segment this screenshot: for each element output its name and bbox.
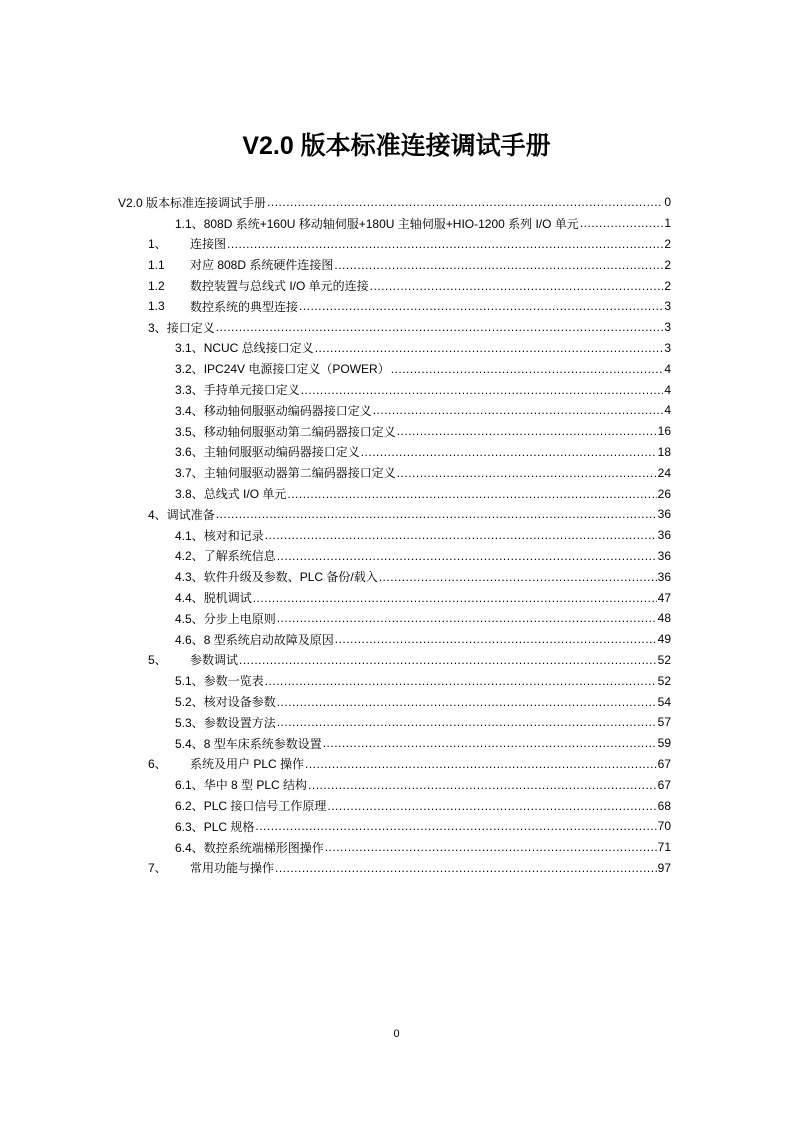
toc-entry-title: 常用功能与操作 bbox=[190, 861, 275, 876]
toc-entry[interactable] bbox=[118, 504, 671, 525]
toc-entry[interactable] bbox=[118, 275, 671, 296]
toc-leader-dots bbox=[277, 549, 657, 563]
toc-entry-number: 1.2 bbox=[148, 278, 165, 293]
toc-entry-page: 57 bbox=[657, 715, 671, 730]
toc-entry[interactable] bbox=[118, 629, 671, 650]
document-title: V2.0 版本标准连接调试手册 bbox=[242, 132, 551, 160]
toc-leader-dots bbox=[580, 216, 664, 230]
toc-leader-dots bbox=[397, 424, 657, 438]
toc-leader-dots bbox=[267, 195, 663, 209]
toc-entry[interactable] bbox=[118, 379, 671, 400]
toc-entry[interactable] bbox=[118, 213, 671, 234]
toc-leader-dots bbox=[335, 632, 657, 646]
toc-entry-number: 6.2、 bbox=[175, 799, 204, 813]
toc-entry[interactable] bbox=[118, 338, 671, 359]
toc-entry-page: 3 bbox=[664, 299, 671, 314]
toc-entry-number: 1.1 bbox=[148, 257, 165, 272]
toc-leader-dots bbox=[277, 715, 657, 729]
toc-entry-number: 3.4、 bbox=[175, 403, 204, 418]
toc-entry-number: 6.3、 bbox=[175, 819, 204, 834]
toc-entry-page: 26 bbox=[657, 486, 671, 501]
toc-entry[interactable] bbox=[118, 795, 671, 816]
toc-entry-number: 5.1、 bbox=[175, 674, 204, 689]
toc-entry-page: 36 bbox=[657, 507, 671, 522]
toc-entry-number: 6.4、 bbox=[175, 840, 204, 855]
toc-leader-dots bbox=[305, 757, 657, 771]
toc-leader-dots bbox=[334, 258, 663, 272]
toc-entry-page: 36 bbox=[657, 528, 671, 543]
toc-entry-page: 71 bbox=[657, 840, 671, 855]
toc-entry-page: 3 bbox=[664, 320, 671, 335]
toc-entry-number: 5.4、 bbox=[175, 736, 204, 751]
toc-entry[interactable] bbox=[118, 546, 671, 567]
toc-entry-title: 8 型车床系统参数设置 bbox=[203, 736, 322, 751]
toc-entry-number: 4、 bbox=[148, 507, 167, 522]
toc-entry-title: 主轴伺服驱动编码器接口定义 bbox=[203, 445, 360, 460]
toc-entry-number: 7、 bbox=[148, 861, 167, 876]
toc-entry-page: 68 bbox=[657, 798, 671, 813]
toc-leader-dots bbox=[325, 840, 657, 854]
toc-entry[interactable] bbox=[118, 483, 671, 504]
toc-entry[interactable] bbox=[118, 358, 671, 379]
toc-entry[interactable] bbox=[118, 816, 671, 837]
toc-entry-page: 2 bbox=[664, 257, 671, 272]
toc-entry[interactable] bbox=[118, 421, 671, 442]
toc-entry-page: 18 bbox=[657, 444, 671, 459]
toc-entry-number: 4.2、 bbox=[175, 549, 204, 564]
toc-entry-title: 脱机调试 bbox=[203, 591, 252, 606]
toc-entry-number: 3.8、 bbox=[175, 487, 204, 502]
toc-entry-title: 对应 808D 系统硬件连接图 bbox=[190, 258, 334, 273]
toc-leader-dots bbox=[227, 237, 663, 251]
toc-entry[interactable] bbox=[118, 587, 671, 608]
table-of-contents bbox=[118, 192, 671, 878]
toc-entry-number: 4.4、 bbox=[175, 591, 204, 606]
toc-entry-title: 8 型系统启动故障及原因 bbox=[203, 632, 334, 647]
toc-entry-title: 总线式 I/O 单元 bbox=[203, 487, 287, 502]
toc-entry-title: 核对和记录 bbox=[203, 528, 264, 543]
page-number: 0 bbox=[393, 1028, 400, 1040]
toc-entry-title: 数控系统端梯形图操作 bbox=[203, 840, 324, 855]
toc-entry-number: 6.1、 bbox=[175, 778, 204, 793]
toc-entry-title: 参数一览表 bbox=[203, 674, 264, 689]
toc-entry-page: 47 bbox=[657, 590, 671, 605]
toc-entry-page: 36 bbox=[657, 548, 671, 563]
toc-entry[interactable] bbox=[118, 234, 671, 255]
toc-entry-number: 3.7、 bbox=[175, 466, 204, 481]
toc-leader-dots bbox=[327, 799, 656, 813]
toc-entry-title: 华中 8 型 PLC 结构 bbox=[203, 778, 308, 793]
toc-entry-number: 1、 bbox=[148, 237, 167, 252]
toc-entry-number: 3、 bbox=[148, 320, 167, 335]
toc-entry[interactable] bbox=[118, 733, 671, 754]
toc-entry-number: 4.6、 bbox=[175, 632, 204, 647]
toc-entry-page: 59 bbox=[657, 736, 671, 751]
toc-entry-title: 软件升级及参数、PLC 备份/载入 bbox=[203, 570, 378, 585]
toc-entry-title: NCUC 总线接口定义 bbox=[203, 341, 314, 356]
toc-entry-page: 3 bbox=[664, 340, 671, 355]
toc-entry-number: 5.3、 bbox=[175, 715, 204, 730]
toc-leader-dots bbox=[287, 487, 656, 501]
toc-entry-page: 52 bbox=[657, 652, 671, 667]
toc-entry[interactable] bbox=[118, 754, 671, 775]
toc-leader-dots bbox=[253, 591, 657, 605]
toc-leader-dots bbox=[301, 383, 664, 397]
toc-leader-dots bbox=[275, 861, 657, 875]
toc-entry-page: 24 bbox=[657, 465, 671, 480]
toc-leader-dots bbox=[370, 279, 664, 293]
toc-leader-dots bbox=[265, 674, 657, 688]
toc-entry-page: 1 bbox=[664, 216, 671, 231]
toc-entry-title: V2.0 版本标准连接调试手册 bbox=[118, 195, 267, 210]
toc-entry-page: 4 bbox=[664, 382, 671, 397]
toc-entry-page: 70 bbox=[657, 819, 671, 834]
toc-entry-page: 67 bbox=[657, 756, 671, 771]
toc-entry-page: 4 bbox=[664, 361, 671, 376]
toc-entry-page: 36 bbox=[657, 569, 671, 584]
toc-leader-dots bbox=[255, 819, 656, 833]
toc-leader-dots bbox=[216, 507, 657, 521]
toc-entry-number: 5、 bbox=[148, 653, 167, 668]
toc-entry-page: 97 bbox=[657, 860, 671, 875]
toc-entry[interactable] bbox=[118, 670, 671, 691]
toc-entry-title: IPC24V 电源接口定义（POWER） bbox=[203, 362, 390, 377]
toc-leader-dots bbox=[379, 570, 657, 584]
toc-entry-number: 3.3、 bbox=[175, 383, 204, 398]
toc-entry[interactable] bbox=[118, 400, 671, 421]
toc-leader-dots bbox=[397, 466, 657, 480]
toc-entry[interactable] bbox=[118, 462, 671, 483]
toc-entry-title: 核对设备参数 bbox=[203, 695, 276, 710]
toc-entry-title: 手持单元接口定义 bbox=[203, 383, 300, 398]
toc-entry[interactable] bbox=[118, 650, 671, 671]
toc-entry-number: 6、 bbox=[148, 757, 167, 772]
toc-entry-number: 1.1、 bbox=[175, 216, 204, 231]
toc-entry-title: PLC 接口信号工作原理 bbox=[203, 799, 327, 813]
toc-entry-number: 4.5、 bbox=[175, 611, 204, 626]
toc-entry-number: 5.2、 bbox=[175, 695, 204, 710]
toc-entry-number: 1.3 bbox=[148, 299, 165, 314]
toc-entry-title: 数控系统的典型连接 bbox=[190, 299, 299, 314]
toc-leader-dots bbox=[277, 611, 657, 625]
toc-entry[interactable] bbox=[118, 858, 671, 879]
toc-leader-dots bbox=[265, 528, 657, 542]
toc-entry-title: 了解系统信息 bbox=[203, 549, 276, 564]
toc-entry[interactable] bbox=[118, 317, 671, 338]
toc-entry[interactable] bbox=[118, 254, 671, 275]
toc-entry[interactable] bbox=[118, 442, 671, 463]
toc-leader-dots bbox=[323, 736, 657, 750]
toc-leader-dots bbox=[315, 341, 664, 355]
toc-entry-title: 接口定义 bbox=[166, 320, 215, 335]
toc-entry-page: 0 bbox=[664, 195, 671, 210]
toc-leader-dots bbox=[216, 320, 664, 334]
toc-leader-dots bbox=[239, 653, 657, 667]
toc-entry[interactable] bbox=[118, 608, 671, 629]
toc-leader-dots bbox=[361, 445, 657, 459]
toc-entry-number: 3.2、 bbox=[175, 362, 204, 377]
toc-entry[interactable] bbox=[118, 566, 671, 587]
toc-entry-number: 3.1、 bbox=[175, 341, 204, 356]
toc-entry-page: 49 bbox=[657, 632, 671, 647]
toc-entry-title: 连接图 bbox=[190, 237, 227, 252]
toc-entry-title: 分步上电原则 bbox=[203, 611, 276, 626]
toc-entry[interactable] bbox=[118, 837, 671, 858]
toc-leader-dots bbox=[391, 362, 664, 376]
toc-entry-page: 67 bbox=[657, 777, 671, 792]
toc-entry[interactable] bbox=[118, 691, 671, 712]
toc-leader-dots bbox=[277, 695, 657, 709]
toc-entry-number: 3.5、 bbox=[175, 424, 204, 439]
toc-entry-page: 54 bbox=[657, 694, 671, 709]
toc-entry-page: 2 bbox=[664, 278, 671, 293]
toc-entry-page: 4 bbox=[664, 403, 671, 418]
toc-leader-dots bbox=[308, 778, 657, 792]
toc-entry-title: 808D 系统+160U 移动轴伺服+180U 主轴伺服+HIO-1200 系列 I/O 单元 bbox=[203, 216, 579, 231]
toc-entry[interactable] bbox=[118, 712, 671, 733]
toc-entry-page: 52 bbox=[657, 673, 671, 688]
toc-entry[interactable] bbox=[118, 525, 671, 546]
toc-entry-number: 4.3、 bbox=[175, 570, 204, 585]
toc-entry-title: 系统及用户 PLC 操作 bbox=[190, 757, 305, 772]
toc-entry-page: 48 bbox=[657, 611, 671, 626]
toc-entry-title: 调试准备 bbox=[166, 507, 215, 522]
toc-entry-page: 16 bbox=[657, 424, 671, 439]
toc-entry-number: 3.6、 bbox=[175, 445, 204, 460]
toc-leader-dots bbox=[373, 403, 664, 417]
toc-leader-dots bbox=[299, 299, 663, 313]
toc-entry-title: 移动轴伺服驱动编码器接口定义 bbox=[203, 403, 372, 418]
toc-entry-title: 参数调试 bbox=[190, 653, 239, 668]
toc-entry-title: 主轴伺服驱动器第二编码器接口定义 bbox=[203, 466, 396, 481]
toc-entry[interactable] bbox=[118, 296, 671, 317]
toc-entry[interactable] bbox=[118, 774, 671, 795]
toc-entry-title: 移动轴伺服驱动第二编码器接口定义 bbox=[203, 424, 396, 439]
toc-entry-title: 参数设置方法 bbox=[203, 715, 276, 730]
toc-entry-number: 4.1、 bbox=[175, 528, 204, 543]
toc-entry-page: 2 bbox=[664, 236, 671, 251]
toc-entry[interactable] bbox=[118, 192, 671, 213]
toc-entry-title: 数控装置与总线式 I/O 单元的连接 bbox=[190, 279, 369, 294]
toc-entry-title: PLC 规格 bbox=[203, 819, 255, 834]
